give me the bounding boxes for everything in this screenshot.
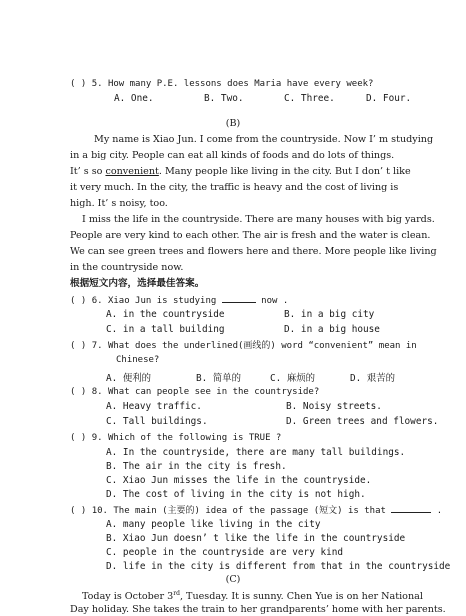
q7-stem-line-2: Chinese? (116, 355, 160, 365)
q6-option-b: B. in a big city (284, 309, 375, 320)
answer-paren: ( ) (70, 296, 87, 306)
passage-c-line-1 (82, 588, 423, 603)
answer-paren: ( ) (70, 387, 87, 397)
q6-stem: 6. Xiao Jun is studying (91, 296, 217, 306)
q7-option-c: C. 麻烦的 (270, 373, 316, 384)
q8-stem: 8. What can people see in the countryside? (91, 387, 320, 397)
q6-option-c: C. in a tall building (106, 324, 225, 335)
q9-stem: 9. Which of the following is TRUE ? (91, 433, 282, 443)
q5-option-a: A. One. (114, 93, 154, 104)
q7-option-b: B. 简单的 (196, 373, 242, 384)
answer-paren: ( ) (70, 506, 87, 516)
passage-b-line-6: I miss the life in the countryside. There are many houses with big yards. (82, 214, 435, 225)
passage-b-line-7: People are very kind to each other. The air is fresh and the water is clean. (70, 230, 431, 241)
section-c-heading: (C) (225, 574, 241, 585)
q8-option-b: B. Noisy streets. (286, 401, 382, 412)
passage-b-text: . Many people like living in the city. But I don’ t like (158, 166, 411, 177)
q6-stem-end: now . (261, 296, 289, 306)
answer-paren: ( ) (70, 433, 87, 443)
q9-option-c: C. Xiao Jun misses the life in the countryside. (106, 475, 372, 486)
q5-option-c: C. Three. (284, 93, 335, 104)
answer-blank[interactable] (391, 504, 431, 513)
passage-b-line-2: in a big city. People can eat all kinds of foods and do lots of things. (70, 150, 395, 161)
answer-blank[interactable] (222, 294, 256, 303)
q6-option-d: D. in a big house (284, 324, 380, 335)
passage-c-line-2: Day holiday. She takes the train to her grandparents’ home with her parents. (70, 604, 446, 615)
q10-option-c: C. people in the countryside are very kind (106, 547, 344, 558)
q5-option-d: D. Four. (366, 93, 412, 104)
ordinal-suffix: rd (173, 590, 180, 597)
q10-option-b: B. Xiao Jun doesn’ t like the life in the countryside (106, 533, 406, 544)
passage-b-text: It’ s so (70, 166, 106, 177)
q7-option-a: A. 便利的 (106, 373, 152, 384)
q10-option-d: D. life in the city is different from that in the countryside (106, 561, 451, 572)
passage-b-line-1: My name is Xiao Jun. I come from the countryside. Now I’ m studying (94, 134, 434, 145)
passage-c-text: Today is October 3 (82, 591, 174, 603)
passage-b-line-4: it very much. In the city, the traffic is heavy and the cost of living is (70, 182, 399, 193)
q5-stem: 5. How many P.E. lessons does Maria have every week? (91, 79, 374, 89)
q8-option-d: D. Green trees and flowers. (286, 416, 439, 427)
answer-paren: ( ) (70, 341, 87, 351)
q10-stem-end: . (436, 506, 443, 516)
q8-option-c: C. Tall buildings. (106, 416, 208, 427)
q7-stem: 7. What does the underlined(画线的) word “convenient” mean in (91, 341, 417, 351)
q9-line (70, 432, 281, 444)
q9-option-d: D. The cost of living in the city is not high. (106, 489, 366, 500)
underlined-word: convenient (105, 166, 159, 177)
q6-option-a: A. in the countryside (106, 309, 225, 320)
passage-c-text: , Tuesday. It is sunny. Chen Yue is on her National (179, 591, 423, 603)
passage-b-line-5: high. It’ s noisy, too. (70, 198, 168, 209)
q10-stem: 10. The main (主要的) idea of the passage (短文) is that (91, 506, 386, 516)
q7-line (70, 340, 417, 352)
q8-option-a: A. Heavy traffic. (106, 401, 202, 412)
q5-line (70, 78, 373, 90)
section-b-heading: (B) (225, 118, 241, 129)
instruction: 根据短文内容，选择最佳答案。 (70, 278, 205, 289)
q9-option-a: A. In the countryside, there are many tall buildings. (106, 447, 406, 458)
q9-option-b: B. The air in the city is fresh. (106, 461, 287, 472)
q10-line (70, 504, 442, 517)
q8-line (70, 386, 319, 398)
q6-line (70, 294, 288, 307)
q5-option-b: B. Two. (204, 93, 244, 104)
passage-b-line-3 (70, 166, 411, 178)
q10-option-a: A. many people like living in the city (106, 519, 321, 530)
passage-b-line-9: in the countryside now. (70, 262, 184, 273)
q7-option-d: D. 艰苦的 (350, 373, 396, 384)
answer-paren: ( ) (70, 79, 87, 89)
passage-b-line-8: We can see green trees and flowers here and there. More people like living (70, 246, 437, 257)
